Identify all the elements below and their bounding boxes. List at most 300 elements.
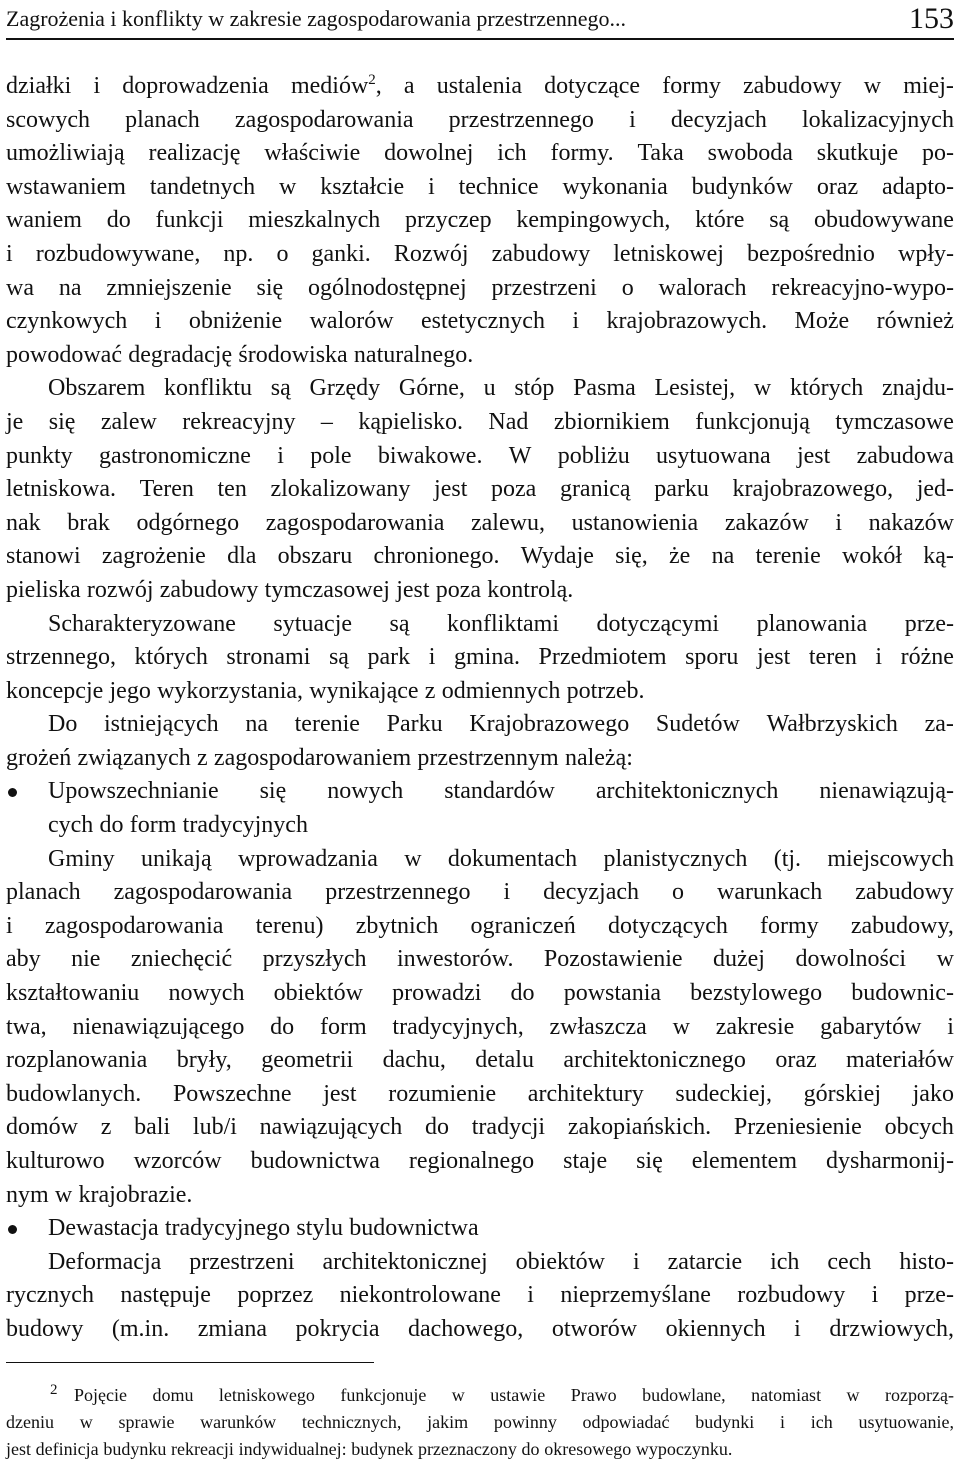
- word: pole: [310, 442, 352, 469]
- word: konfliktu: [164, 375, 253, 402]
- text-line: [6, 1111, 954, 1145]
- word: i: [503, 879, 511, 906]
- word: planowania: [756, 610, 868, 637]
- word: i: [527, 1282, 534, 1309]
- word: stylu: [296, 1215, 344, 1242]
- word: Powszechne: [172, 1080, 292, 1107]
- running-header: [6, 0, 954, 36]
- word: inwestorów.: [397, 946, 514, 973]
- word: dachu,: [382, 1047, 446, 1074]
- word: budownic-: [851, 980, 954, 1007]
- text-line: [6, 1078, 954, 1112]
- word: formy.: [550, 140, 614, 167]
- word: cech: [827, 1248, 872, 1275]
- word: zagospodarowania: [265, 509, 445, 536]
- word: rekreacji: [170, 1439, 234, 1459]
- word: ich: [770, 1248, 800, 1275]
- word: regionalnego: [408, 1148, 535, 1174]
- word: zbytnich: [355, 912, 439, 939]
- word: scowych: [6, 106, 90, 133]
- word: nakazów: [868, 509, 954, 536]
- footnote-separator: [6, 1362, 374, 1363]
- word: przestrzeni: [491, 274, 597, 301]
- word: Grzędy: [309, 375, 381, 402]
- word: sytuacje: [273, 610, 353, 637]
- word: budowlane,: [642, 1385, 726, 1405]
- word: ganki.: [311, 240, 371, 267]
- word: otworów: [551, 1315, 638, 1342]
- word: okiennych: [665, 1315, 766, 1342]
- word: Może: [794, 308, 850, 335]
- word: oraz: [775, 1047, 817, 1074]
- word: do: [521, 1439, 540, 1459]
- bullet-item-line: [6, 775, 954, 809]
- word: stronami: [226, 644, 311, 671]
- word: tradycyjnych: [182, 812, 308, 839]
- word: staje: [563, 1148, 608, 1174]
- word: usytuowana: [656, 442, 771, 469]
- word: tandetnych: [149, 173, 256, 200]
- word: waniem: [6, 207, 82, 234]
- word: Upowszechnianie: [48, 778, 219, 805]
- word: dotyczącymi: [596, 610, 720, 637]
- word: gastronomiczne: [98, 442, 251, 469]
- word: Parku: [386, 711, 443, 738]
- word: Obszarem: [48, 375, 146, 402]
- word: których: [789, 375, 864, 402]
- word: wstawaniem: [6, 173, 126, 200]
- footnote-line: [6, 1436, 954, 1463]
- word: Sudetów: [655, 711, 740, 738]
- word: o: [621, 274, 634, 301]
- word: np.: [223, 240, 254, 267]
- word: wykonania: [562, 173, 668, 200]
- word: zalew: [100, 408, 157, 435]
- word: letniskowego: [218, 1385, 315, 1405]
- word: materiałów: [846, 1047, 954, 1074]
- word: nieprzemyślane: [560, 1282, 711, 1309]
- word: Lesistej,: [654, 375, 736, 402]
- word: oraz: [816, 173, 859, 200]
- text-line: [6, 1044, 954, 1078]
- word: dysharmonij-: [825, 1148, 954, 1174]
- text-line: [6, 574, 954, 608]
- text-line: [6, 742, 954, 776]
- word: w: [753, 375, 772, 402]
- word: niekontrolowane: [339, 1282, 501, 1309]
- bullet-item-line: [6, 1212, 954, 1246]
- word: wzorców: [133, 1148, 222, 1174]
- word: zagrożenie: [101, 543, 206, 570]
- word: technice: [458, 173, 539, 200]
- word: kontrolą.: [487, 576, 574, 603]
- word: i: [428, 644, 436, 671]
- word: dla: [227, 543, 257, 570]
- word: obiektów: [273, 980, 363, 1007]
- word: potrzeb.: [566, 677, 645, 704]
- word: których: [134, 644, 208, 671]
- word: terenie: [755, 543, 821, 570]
- word: i: [572, 308, 580, 335]
- word: form: [319, 1013, 367, 1040]
- word: konfliktami: [447, 610, 559, 637]
- word: Nad: [488, 408, 529, 435]
- word: ten: [217, 476, 247, 503]
- word: lub/i: [192, 1114, 237, 1141]
- word: funkcjonują: [695, 408, 810, 435]
- word: budowlanych.: [6, 1080, 142, 1107]
- word: twa,: [6, 1013, 47, 1040]
- word: tradycyjnego: [164, 1215, 291, 1242]
- word: rozporzą-: [884, 1385, 954, 1405]
- word: jest: [6, 1439, 31, 1459]
- word: wpły-: [897, 240, 954, 267]
- word: indywidualnej:: [238, 1439, 347, 1459]
- word: wprowadzania: [237, 845, 378, 872]
- word: nym: [6, 1181, 49, 1208]
- word: nowych: [327, 778, 404, 805]
- word: planach: [6, 879, 81, 906]
- word: bali: [134, 1114, 171, 1141]
- word: w: [79, 1412, 93, 1432]
- word: standardów: [444, 778, 555, 805]
- word: i: [154, 308, 162, 335]
- word: gabarytów: [820, 1013, 922, 1040]
- word: planistycznych: [603, 845, 748, 872]
- text-line: [6, 406, 954, 440]
- word: zabudowy: [855, 879, 954, 906]
- word: funkcji: [155, 207, 224, 234]
- word: zmniejszenie: [106, 274, 232, 301]
- word: parku: [654, 476, 709, 503]
- word: przestrzennego: [325, 879, 471, 906]
- word: krajobrazowego,: [732, 476, 894, 503]
- word: jest: [434, 476, 468, 503]
- word: nowych: [168, 980, 245, 1007]
- word: walorów: [309, 308, 394, 335]
- word: budynek: [351, 1439, 414, 1459]
- word: Prawo: [570, 1385, 617, 1405]
- word: jego: [109, 677, 151, 704]
- word: zniechęcić: [130, 946, 233, 973]
- word: odpowiadać: [582, 1412, 670, 1432]
- word: teren: [808, 644, 857, 671]
- word: (tj.: [773, 845, 802, 872]
- word: związanych: [77, 744, 191, 771]
- word: i: [835, 509, 843, 536]
- word: Przeniesienie: [733, 1114, 862, 1141]
- word: pobliżu: [557, 442, 630, 469]
- text-line: [6, 137, 954, 171]
- word: dotyczących: [607, 912, 728, 939]
- word: sprawie: [118, 1412, 175, 1432]
- word: planach: [125, 106, 200, 133]
- footnote: [6, 1382, 954, 1463]
- word: miejscowych: [827, 845, 954, 872]
- word: zmiana: [197, 1315, 267, 1342]
- word: architektonicznego: [563, 1047, 746, 1074]
- word: dotyczące: [544, 73, 641, 99]
- text-line: [6, 440, 954, 474]
- word: istniejących: [104, 711, 219, 738]
- word: doprowadzenia: [122, 73, 269, 99]
- word: decyzjach: [543, 879, 640, 906]
- word: wynikające: [309, 677, 419, 704]
- word: które: [695, 207, 745, 234]
- word: się: [48, 408, 76, 435]
- word: że: [669, 543, 691, 570]
- word: budynku: [103, 1439, 167, 1459]
- word: Taka: [637, 140, 684, 167]
- word: i: [947, 1013, 954, 1040]
- word: krajobrazie.: [78, 1181, 193, 1208]
- text-line: [6, 305, 954, 339]
- word: przestrzeni: [189, 1248, 295, 1275]
- word: brak: [67, 509, 110, 536]
- word: stóp: [514, 375, 555, 402]
- word: kulturowo: [6, 1148, 105, 1174]
- word: zagospodarowania: [234, 106, 414, 133]
- word: walorach: [658, 274, 747, 301]
- word: strzennego,: [6, 644, 116, 671]
- word: jest: [323, 1080, 357, 1107]
- text-line: [6, 238, 954, 272]
- word: degradację: [128, 341, 233, 368]
- word: obcych: [884, 1114, 954, 1141]
- word: Do: [48, 711, 78, 738]
- word: pokrycia: [295, 1315, 380, 1342]
- word: rekreacyjny: [182, 408, 296, 435]
- word: krajobrazowych.: [606, 308, 768, 335]
- word: nienawiązują-: [819, 778, 954, 805]
- word: ogólnodostępnej: [308, 274, 467, 301]
- word: gmina.: [453, 644, 520, 671]
- word: w: [451, 1385, 465, 1405]
- word: zabudowy: [491, 240, 591, 267]
- text-line: [6, 809, 954, 843]
- word: w: [404, 845, 422, 872]
- word: zabudowa: [856, 442, 954, 469]
- word: Krajobrazowego: [469, 711, 630, 738]
- word: są: [270, 375, 291, 402]
- word: ustalenia: [436, 73, 523, 99]
- word: nawiązujących: [259, 1114, 403, 1141]
- word: i: [428, 173, 435, 200]
- word: Pozostawienie: [543, 946, 683, 973]
- word: swoboda: [707, 140, 793, 167]
- word: u: [483, 375, 496, 402]
- word: dowolnej: [384, 140, 474, 167]
- word: zakresie: [715, 1013, 795, 1040]
- word: formy: [662, 73, 721, 99]
- word: obniżenie: [188, 308, 283, 335]
- word: Górne,: [398, 375, 465, 402]
- word: technicznych,: [301, 1412, 402, 1432]
- word: granicą: [559, 476, 631, 503]
- word: jest: [396, 576, 430, 603]
- word: za-: [924, 711, 954, 738]
- word: rycznych: [6, 1282, 94, 1309]
- word: czynkowych: [6, 308, 128, 335]
- word: ką-: [923, 543, 954, 570]
- word: do: [106, 207, 131, 234]
- word: rozwój: [86, 576, 154, 603]
- word: sporu: [685, 644, 739, 671]
- word: punkty: [6, 442, 73, 469]
- word: właściwie: [264, 140, 361, 167]
- word: powodować: [6, 341, 122, 368]
- word: w: [54, 1181, 73, 1208]
- body-text: [6, 70, 954, 1347]
- word: dowolności: [795, 946, 907, 973]
- text-line: [6, 1145, 954, 1179]
- text-line: [6, 1011, 954, 1045]
- word: nak: [6, 509, 41, 536]
- word: się,: [615, 543, 648, 570]
- word: o: [672, 879, 685, 906]
- word: ograniczeń: [470, 912, 576, 939]
- word: architektury: [527, 1080, 644, 1107]
- word: bezpośrednio: [746, 240, 875, 267]
- word: budynków: [691, 173, 793, 200]
- text-line: [6, 910, 954, 944]
- word: budownictwa: [349, 1215, 479, 1242]
- word: grożeń: [6, 744, 72, 771]
- word: rekreacyjno-wypo-: [771, 274, 954, 301]
- word: i: [871, 1282, 879, 1309]
- word: przyszłych: [262, 946, 367, 973]
- word: je: [6, 408, 24, 435]
- word: tradycji: [471, 1114, 546, 1141]
- word: i: [780, 1412, 786, 1432]
- text-line: [6, 708, 954, 742]
- word: jakim: [427, 1412, 469, 1432]
- text-line: [6, 272, 954, 306]
- word: Wydaje: [520, 543, 594, 570]
- text-line: [6, 843, 954, 877]
- text-line: [6, 675, 954, 709]
- word: i: [6, 912, 13, 939]
- word: ich: [497, 140, 527, 167]
- word: stanowi: [6, 543, 81, 570]
- word: aby: [6, 946, 41, 973]
- word: Gminy: [48, 845, 115, 872]
- word: odgórnego: [136, 509, 240, 536]
- word: kształcie: [320, 173, 405, 200]
- word: adapto-: [882, 173, 954, 200]
- word: Przedmiotem: [538, 644, 667, 671]
- word: wokół: [842, 543, 902, 570]
- word: powinny: [493, 1412, 557, 1432]
- text-line: [6, 171, 954, 205]
- word: natomiast: [751, 1385, 822, 1405]
- word: kąpielisko.: [358, 408, 463, 435]
- word: do: [99, 812, 124, 839]
- word: zagospodarowania: [44, 912, 224, 939]
- word: chronionego.: [373, 543, 500, 570]
- text-line: [6, 1179, 954, 1213]
- word: i: [6, 240, 13, 267]
- word: tymczasowej: [264, 576, 390, 603]
- word: park: [367, 644, 411, 671]
- word: prze-: [904, 610, 954, 637]
- word: Rozwój: [393, 240, 469, 267]
- word: mediów$^2$,: [290, 72, 382, 99]
- word: letniskowej: [613, 240, 724, 267]
- word: są: [389, 610, 410, 637]
- word: w: [846, 1385, 860, 1405]
- word: po-: [921, 140, 954, 167]
- word: geometrii: [261, 1047, 354, 1074]
- text-line: [6, 1246, 954, 1280]
- word: w: [863, 73, 882, 99]
- word: następuje: [120, 1282, 211, 1309]
- running-title: Zagrożenia i konflikty w zakresie zagospodarowania przestrzennego...: [6, 6, 627, 31]
- word: elementem: [691, 1148, 797, 1174]
- word: zbiornikiem: [553, 408, 670, 435]
- header-rule: [6, 38, 954, 40]
- word: rozbudowywane,: [35, 240, 201, 267]
- word: okresowego: [544, 1439, 632, 1459]
- word: jest: [796, 442, 831, 469]
- word: nienawiązującego: [72, 1013, 245, 1040]
- word: prze-: [904, 1282, 954, 1309]
- word: terenie: [294, 711, 360, 738]
- word: skutkuje: [816, 140, 899, 167]
- word: zabudowy: [159, 576, 259, 603]
- text-line: [6, 876, 954, 910]
- word: a: [403, 73, 415, 99]
- text-line: [6, 641, 954, 675]
- word: jest: [756, 644, 791, 671]
- word: się: [636, 1148, 663, 1174]
- word: rozbudowy: [737, 1282, 846, 1309]
- footnote-number: 2: [50, 1382, 58, 1398]
- text-line: [6, 540, 954, 574]
- word: Pojęcie: [74, 1385, 127, 1405]
- word: Deformacja: [48, 1248, 162, 1275]
- word: odmiennych: [441, 677, 561, 704]
- word: i: [277, 442, 284, 469]
- word: powstania: [563, 980, 662, 1007]
- word: –: [320, 408, 333, 435]
- word: jako: [912, 1080, 954, 1107]
- word: Dewastacja: [48, 1215, 159, 1242]
- word: również: [876, 308, 954, 335]
- word: realizację: [148, 140, 241, 167]
- word: ustanowienia: [571, 509, 699, 536]
- word: jed-: [916, 476, 954, 503]
- word: dokumentach: [447, 845, 578, 872]
- word: i: [794, 1315, 801, 1342]
- word: na: [711, 543, 735, 570]
- word: zatarcie: [667, 1248, 743, 1275]
- word: pieliska: [6, 576, 81, 603]
- word: i: [875, 644, 883, 671]
- word: miej-: [903, 73, 954, 99]
- word: architektonicznych: [595, 778, 779, 805]
- word: decyzjach: [670, 106, 767, 133]
- word: zakopiańskich.: [567, 1114, 712, 1141]
- word: (m.in.: [111, 1315, 170, 1342]
- word: cych: [48, 812, 94, 839]
- word: biwakowe.: [377, 442, 483, 469]
- word: zalewu,: [471, 509, 545, 536]
- word: bezstylowego: [690, 980, 823, 1007]
- word: przeznaczony: [417, 1439, 517, 1459]
- text-line: [6, 204, 954, 238]
- word: definicja: [35, 1439, 99, 1459]
